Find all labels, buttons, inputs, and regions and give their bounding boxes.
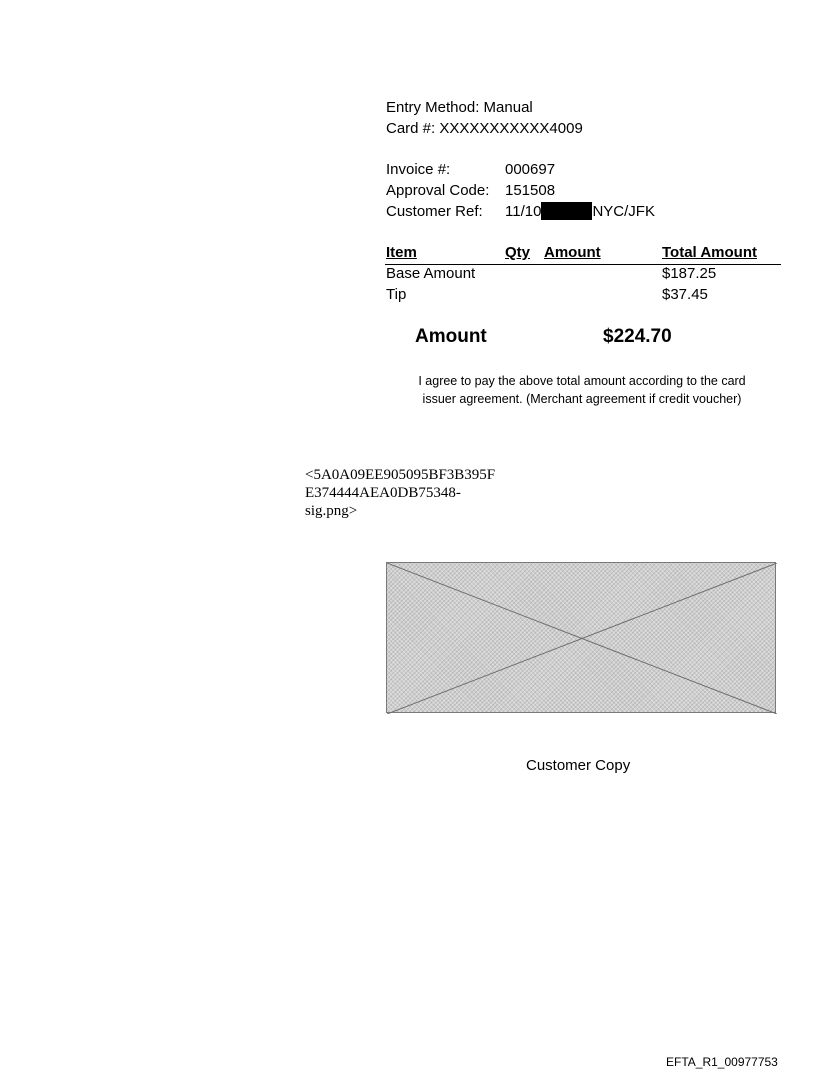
header-item: Item (386, 244, 417, 261)
amount-label: Amount (415, 326, 487, 347)
approval-value: 151508 (505, 182, 556, 199)
customer-ref-value (505, 201, 655, 222)
customer-ref-prefix: 11/10 (505, 203, 542, 220)
card-number: Card #: XXXXXXXXXXX4009 (386, 120, 583, 137)
customer-ref-suffix: NYC/JFK (592, 203, 655, 220)
document-id: EFTA_R1_00977753 (666, 1055, 778, 1069)
header-qty: Qty (505, 244, 531, 261)
signature-alt-line: <5A0A09EE905095BF3B395F (305, 467, 496, 483)
row-total: $187.25 (662, 265, 717, 282)
invoice-value: 000697 (505, 161, 556, 178)
signature-alt-line: E374444AEA0DB75348- (305, 485, 461, 501)
agreement-text (380, 372, 784, 408)
row-total: $37.45 (662, 286, 708, 303)
signature-alt-text (305, 466, 495, 520)
agreement-line: I agree to pay the above total amount according to the card (418, 374, 746, 388)
signature-alt-line: sig.png> (305, 503, 358, 519)
items-table (385, 243, 781, 307)
broken-image-icon (387, 563, 777, 714)
table-header (385, 243, 781, 265)
approval-label: Approval Code: (386, 182, 490, 199)
header-total-amount: Total Amount (662, 244, 757, 261)
header-amount: Amount (544, 244, 601, 261)
customer-ref-label: Customer Ref: (386, 203, 483, 220)
entry-info (386, 97, 583, 139)
invoice-label: Invoice #: (386, 161, 451, 178)
customer-copy-label: Customer Copy (526, 757, 631, 774)
entry-method: Entry Method: Manual (386, 99, 533, 116)
amount-value: $224.70 (603, 326, 672, 347)
redaction-block (541, 202, 592, 220)
row-item: Tip (386, 286, 407, 303)
table-row (385, 286, 781, 307)
row-item: Base Amount (386, 265, 476, 282)
table-row (385, 265, 781, 286)
signature-image-placeholder (386, 562, 776, 713)
agreement-line: issuer agreement. (Merchant agreement if credit voucher) (422, 392, 742, 406)
